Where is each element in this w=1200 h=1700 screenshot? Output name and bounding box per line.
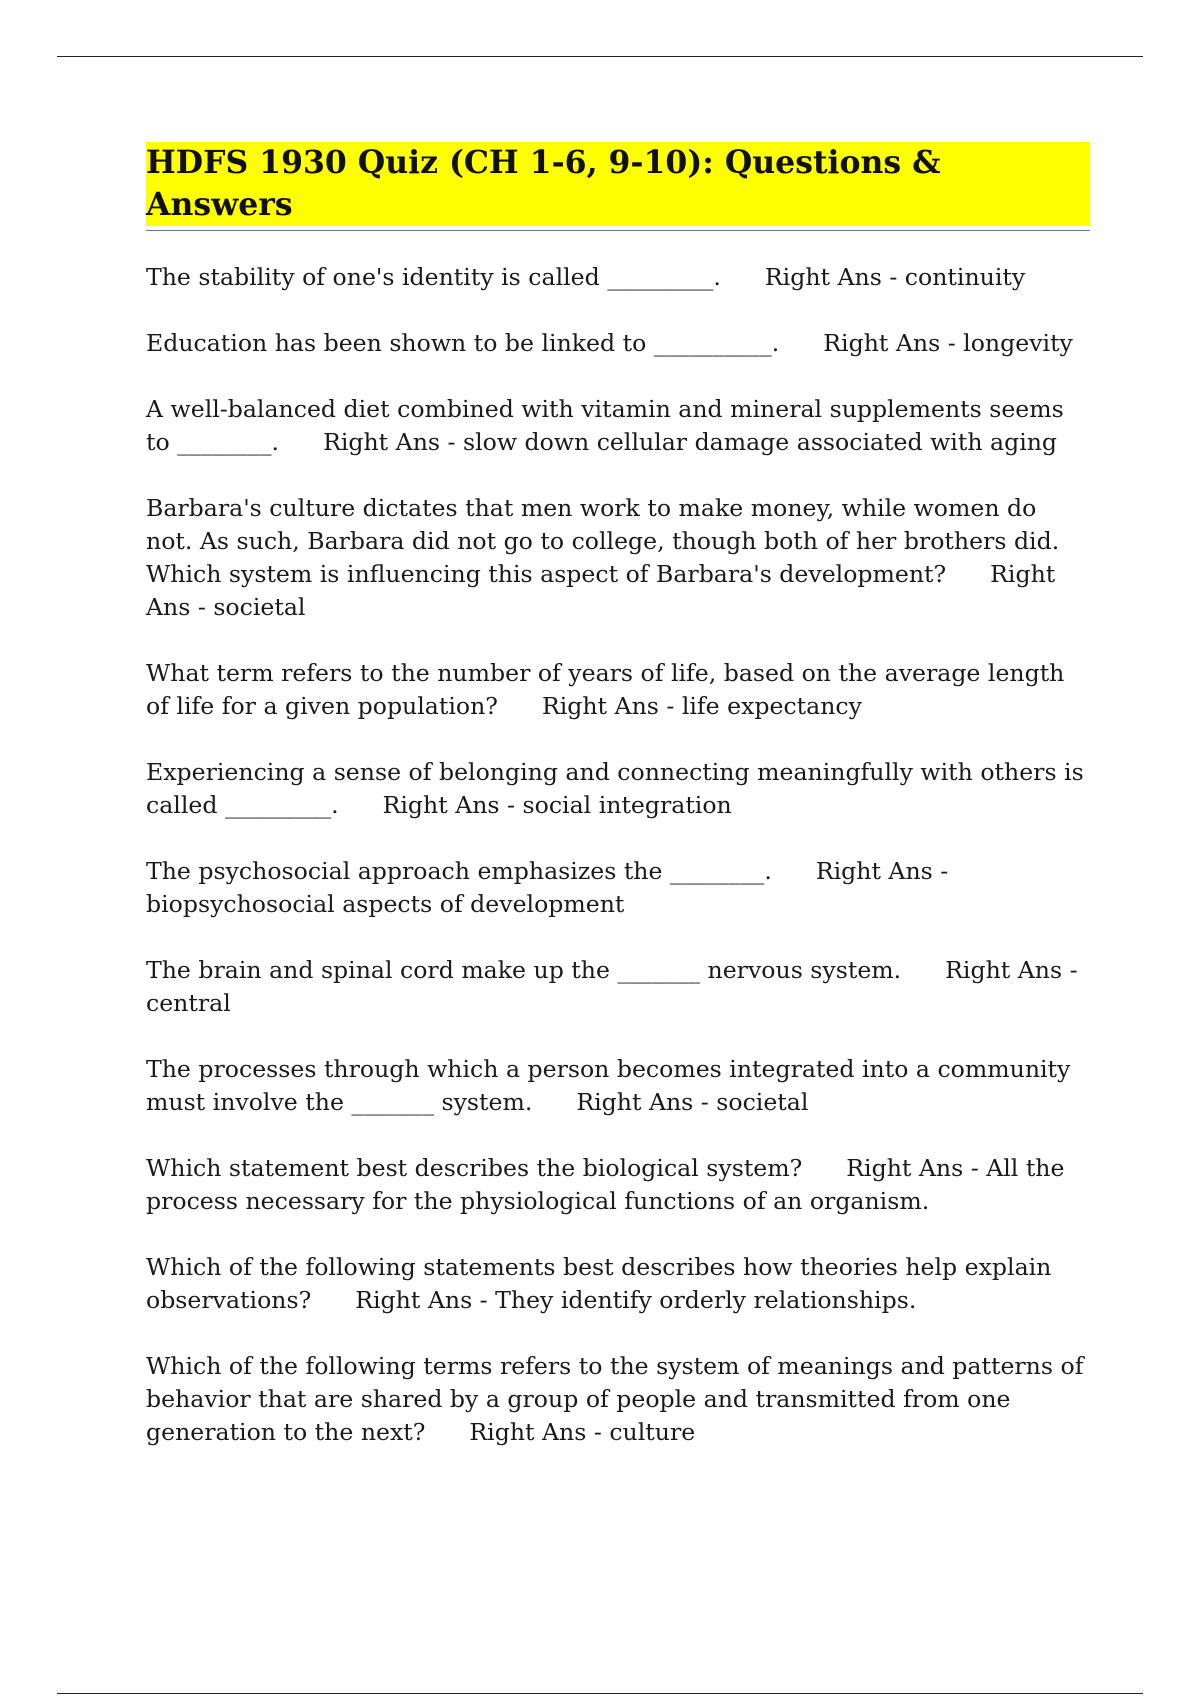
answer-text: Right Ans - life expectancy [541,692,862,720]
question-text: Which of the following statements best describes how theories help explain observations? [146,1253,1052,1314]
qa-item [146,492,1090,624]
question-text: Experiencing a sense of belonging and connecting meaningfully with others is called _________. [146,758,1084,819]
question-text: The stability of one's identity is called _________. [146,263,721,291]
qa-item [146,393,1090,459]
question-text: Which of the following terms refers to the system of meanings and patterns of behavior that are shared by a group of people and transmitted from one generation to the next? [146,1352,1084,1446]
question-text: What term refers to the number of years of life, based on the average length of life for a given population? [146,659,1065,720]
question-text: Education has been shown to be linked to __________. [146,329,780,357]
document-title: HDFS 1930 Quiz (CH 1-6, 9-10): Questions & Answers [146,142,1090,226]
qa-item [146,1251,1090,1317]
question-text: Which statement best describes the biological system? [146,1154,803,1182]
answer-text: Right Ans - culture [469,1418,696,1446]
qa-item [146,1350,1090,1449]
question-text: Barbara's culture dictates that men work to make money, while women do not. As such, Barbara did not go to college, though both of her brothers did. Which system is influencing this aspect of Barbara's development? [146,494,1060,588]
qa-item [146,855,1090,921]
title-block [146,142,1090,231]
qa-item [146,327,1090,360]
document-body [146,142,1090,1482]
question-text: A well-balanced diet combined with vitamin and mineral supplements seems to ________. [146,395,1064,456]
answer-text: Right Ans - They identify orderly relationships. [355,1286,917,1314]
answer-text: Right Ans - social integration [382,791,732,819]
answer-text: Right Ans - longevity [823,329,1073,357]
header-rule [57,56,1143,57]
answer-text: Right Ans - slow down cellular damage associated with aging [323,428,1058,456]
qa-item [146,657,1090,723]
question-text: The psychosocial approach emphasizes the ________. [146,857,772,885]
question-text: The brain and spinal cord make up the _______ nervous system. [146,956,902,984]
answer-text: Right Ans - continuity [764,263,1026,291]
qa-item [146,756,1090,822]
footer-rule [57,1693,1143,1694]
answer-text: Right Ans - All the process necessary for the physiological functions of an organism. [146,1154,1065,1215]
qa-item [146,954,1090,1020]
qa-item [146,1152,1090,1218]
answer-text: Right Ans - societal [146,560,1056,621]
answer-text: Right Ans - central [146,956,1078,1017]
answer-text: Right Ans - societal [576,1088,809,1116]
answer-text: Right Ans - biopsychosocial aspects of development [146,857,949,918]
qa-item [146,1053,1090,1119]
qa-item [146,261,1090,294]
question-text: The processes through which a person becomes integrated into a community must involve the _______ system. [146,1055,1071,1116]
